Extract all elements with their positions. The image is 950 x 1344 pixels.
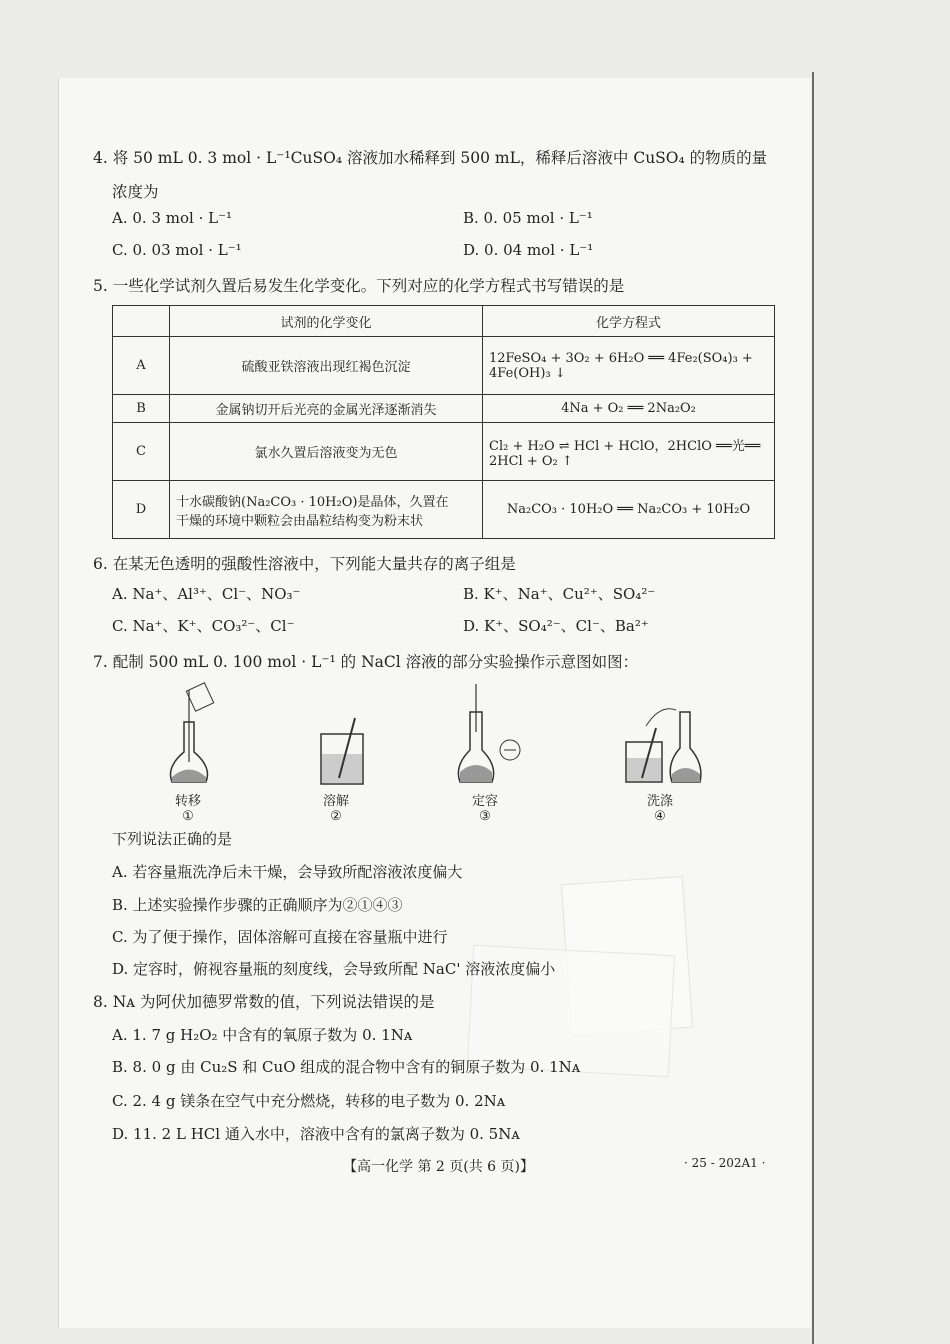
q6-option-d: D. K⁺、SO₄²⁻、Cl⁻、Ba²⁺ [463,617,649,635]
row-label: D [113,481,170,539]
q7-prompt: 下列说法正确的是 [112,830,233,848]
table-row [113,481,775,539]
q4-stem-cont: 浓度为 [112,183,159,201]
transfer-figure [160,682,220,792]
q8-stem: 8. Nᴀ 为阿伏加德罗常数的值，下列说法错误的是 [93,993,435,1011]
row-equation: 4Na + O₂ ══ 2Na₂O₂ [483,395,775,423]
dissolve-figure [315,716,375,796]
q8-option-c: C. 2. 4 g 镁条在空气中充分燃烧，转移的电子数为 0. 2Nᴀ [112,1092,506,1110]
q7-option-a: A. 若容量瓶洗净后未干燥，会导致所配溶液浓度偏大 [112,863,463,881]
row-label: A [113,337,170,395]
fig2-caption: 溶解 ② [322,794,349,824]
table-header: 化学方程式 [483,306,775,337]
row-equation: Na₂CO₃ · 10H₂O ══ Na₂CO₃ + 10H₂O [483,481,775,539]
page-edge-line [812,72,814,1344]
table-row [113,423,775,481]
q8-option-d: D. 11. 2 L HCl 通入水中，溶液中含有的氯离子数为 0. 5Nᴀ [112,1125,520,1143]
q8-option-a: A. 1. 7 g H₂O₂ 中含有的氧原子数为 0. 1Nᴀ [112,1026,413,1044]
q7-option-c: C. 为了便于操作，固体溶解可直接在容量瓶中进行 [112,928,448,946]
q5-stem: 5. 一些化学试剂久置后易发生化学变化。下列对应的化学方程式书写错误的是 [93,277,625,295]
wash-figure [620,682,710,792]
q6-stem: 6. 在某无色透明的强酸性溶液中，下列能大量共存的离子组是 [93,555,516,573]
row-change: 氯水久置后溶液变为无色 [170,423,483,481]
row-change: 十水碳酸钠(Na₂CO₃ · 10H₂O)是晶体，久置在 干燥的环境中颗粒会由晶粒结构变为粉末状 [170,481,483,539]
fig1-caption: 转移 ① [174,794,201,824]
row-change: 金属钠切开后光亮的金属光泽逐渐消失 [170,395,483,423]
table-row [113,395,775,423]
q4-option-c: C. 0. 03 mol · L⁻¹ [112,241,242,259]
row-label: C [113,423,170,481]
q6-option-a: A. Na⁺、Al³⁺、Cl⁻、NO₃⁻ [112,585,301,603]
q7-stem: 7. 配制 500 mL 0. 100 mol · L⁻¹ 的 NaCl 溶液的部分实验操作示意图如图： [93,653,639,671]
volume-figure [452,682,532,792]
table-header: 试剂的化学变化 [170,306,483,337]
q7-option-d: D. 定容时，俯视容量瓶的刻度线，会导致所配 NaC' 溶液浓度偏小 [112,960,556,978]
q5-table [112,305,775,539]
row-equation: 12FeSO₄ + 3O₂ + 6H₂O ══ 4Fe₂(SO₄)₃ + 4Fe(OH)₃ ↓ [483,337,775,395]
q4-option-a: A. 0. 3 mol · L⁻¹ [112,209,233,227]
q4-option-b: B. 0. 05 mol · L⁻¹ [463,209,593,227]
row-equation: Cl₂ + H₂O ⇌ HCl + HClO，2HClO ══光══ 2HCl + O₂ ↑ [483,423,775,481]
table-header [113,306,170,337]
fig3-caption: 定容 ③ [471,794,498,824]
fig4-caption: 洗涤 ④ [646,794,673,824]
table-row [113,337,775,395]
q6-option-b: B. K⁺、Na⁺、Cu²⁺、SO₄²⁻ [463,585,656,603]
row-label: B [113,395,170,423]
q4-stem: 4. 将 50 mL 0. 3 mol · L⁻¹CuSO₄ 溶液加水稀释到 500 mL，稀释后溶液中 CuSO₄ 的物质的量 [93,149,768,167]
q7-option-b: B. 上述实验操作步骤的正确顺序为②①④③ [112,896,403,914]
page-footer: 【高一化学 第 2 页(共 6 页)】 [343,1159,534,1175]
row-change: 硫酸亚铁溶液出现红褐色沉淀 [170,337,483,395]
q4-option-d: D. 0. 04 mol · L⁻¹ [463,241,594,259]
exam-code: · 25 - 202A1 · [684,1156,766,1170]
q8-option-b: B. 8. 0 g 由 Cu₂S 和 CuO 组成的混合物中含有的铜原子数为 0. 1Nᴀ [112,1058,581,1076]
q6-option-c: C. Na⁺、K⁺、CO₃²⁻、Cl⁻ [112,617,295,635]
